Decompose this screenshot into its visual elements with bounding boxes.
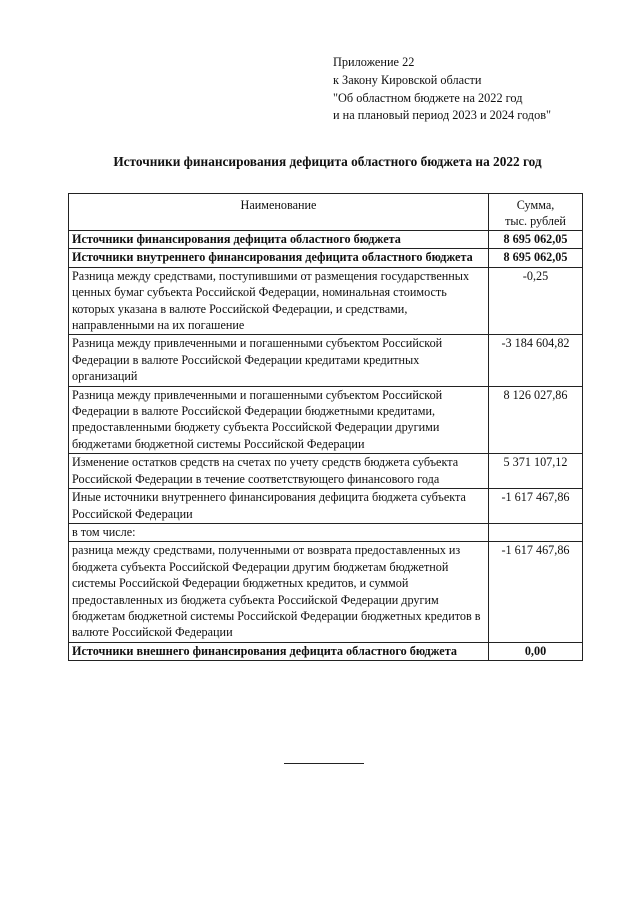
row-name-cell: Источники финансирования дефицита областного бюджета [69,231,489,249]
row-name-cell: Разница между привлеченными и погашенными субъектом Российской Федерации в валюте Российской Федерации бюджетными кредитами, предоставленными бюджету субъекта Российской Федерации другими бюджетами бюджетной системы Российской Федерации [69,386,489,454]
appendix-line-2: к Закону Кировской области [333,72,482,87]
row-name-cell: Источники внешнего финансирования дефицита областного бюджета [69,642,489,660]
column-header-sum [489,194,583,231]
row-amount-cell: 8 695 062,05 [489,249,583,267]
table-row [69,231,583,249]
appendix-line-1: Приложение 22 [333,55,415,69]
table-row [69,523,583,541]
footer-divider [284,763,364,764]
row-name-cell: Источники внутреннего финансирования дефицита областного бюджета [69,249,489,267]
row-amount-cell: 8 695 062,05 [489,231,583,249]
row-amount-cell: -1 617 467,86 [489,489,583,524]
document-title: Источники финансирования дефицита областного бюджета на 2022 год [113,154,542,169]
row-amount-cell: -3 184 604,82 [489,335,583,386]
column-header-sum-line-2: тыс. рублей [505,214,566,228]
appendix-line-3: "Об областном бюджете на 2022 год [333,90,523,105]
row-amount-cell: 8 126 027,86 [489,386,583,454]
table-row [69,454,583,489]
table-header-row [69,194,583,231]
column-header-name: Наименование [69,194,489,231]
appendix-line-4: и на плановый период 2023 и 2024 годов" [333,108,552,123]
table-row [69,642,583,660]
table-row [69,249,583,267]
row-name-cell: Иные источники внутреннего финансирования дефицита бюджета субъекта Российской Федерации [69,489,489,524]
table-row [69,267,583,335]
row-amount-cell: -1 617 467,86 [489,542,583,642]
row-amount-cell [489,523,583,541]
row-amount-cell: -0,25 [489,267,583,335]
table-row [69,335,583,386]
table-row [69,489,583,524]
row-name-cell: Разница между привлеченными и погашенными субъектом Российской Федерации в валюте Российской Федерации кредитами кредитных организаций [69,335,489,386]
table-row [69,386,583,454]
row-name-cell: разница между средствами, полученными от возврата предоставленных из бюджета субъекта Российской Федерации другим бюджетам бюджетной системы Российской Федерации бюджетных кредитов, и суммой предоставленных из бюджета субъекта Российской Федерации другим бюджетам бюджетной системы Российской Федерации бюджетных кредитов в валюте Российской Федерации [69,542,489,642]
financing-sources-table [68,193,583,661]
column-header-sum-line-1: Сумма, [516,198,555,212]
row-amount-cell: 0,00 [489,642,583,660]
appendix-header [333,54,551,125]
table-row [69,542,583,642]
row-name-cell: Разница между средствами, поступившими от размещения государственных ценных бумаг субъекта Российской Федерации, номинальная стоимость которых указана в валюте Российской Федерации, и средствами, направленными на их погашение [69,267,489,335]
row-amount-cell: 5 371 107,12 [489,454,583,489]
row-name-cell: Изменение остатков средств на счетах по учету средств бюджета субъекта Российской Федерации в течение соответствующего финансового года [69,454,489,489]
row-name-cell: в том числе: [69,523,489,541]
